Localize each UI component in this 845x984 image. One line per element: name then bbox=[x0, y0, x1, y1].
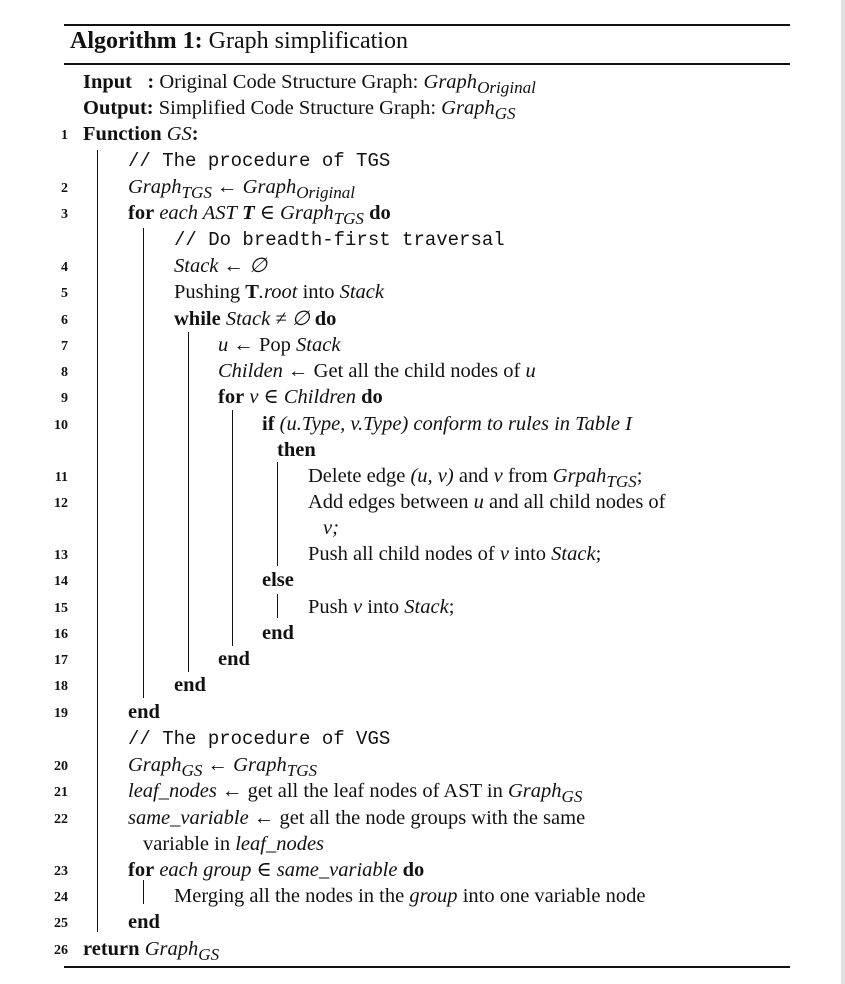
line-14: else bbox=[262, 569, 294, 591]
line-24: Merging all the nodes in the group into one variable node bbox=[174, 885, 646, 907]
line-number: 22 bbox=[54, 812, 68, 827]
line-11: Delete edge (u, v) and v from Grpah$_{TGS}$; bbox=[308, 465, 643, 492]
line-8: Childen ← Get all the child nodes of u bbox=[218, 360, 536, 382]
algorithm-name: Graph simplification bbox=[208, 28, 408, 54]
line-number: 12 bbox=[54, 496, 68, 511]
line-20: Graph$_{GS}$ ← Graph$_{TGS}$ bbox=[128, 754, 318, 781]
comment-vgs: // The procedure of VGS bbox=[128, 728, 391, 750]
line-number: 19 bbox=[54, 706, 68, 721]
line-10-then: then bbox=[277, 439, 316, 461]
line-number: 25 bbox=[54, 916, 68, 931]
line-4: Stack ← ∅ bbox=[174, 255, 268, 277]
line-1: Function GS: bbox=[83, 123, 199, 145]
line-12-cont: v; bbox=[323, 517, 339, 539]
line-number: 4 bbox=[61, 260, 68, 275]
line-17: end bbox=[218, 648, 250, 670]
line-number: 15 bbox=[54, 601, 68, 616]
title-rule bbox=[64, 63, 790, 65]
line-number: 1 bbox=[61, 128, 68, 143]
block-bar-then bbox=[277, 462, 278, 566]
line-23: for each group ∈ same_variable do bbox=[128, 859, 425, 881]
algorithm-title bbox=[70, 28, 408, 55]
line-number: 13 bbox=[54, 548, 68, 563]
line-7: u ← Pop Stack bbox=[218, 334, 341, 356]
line-number: 23 bbox=[54, 864, 68, 879]
block-bar-for-v bbox=[232, 410, 233, 646]
line-21: leaf_nodes ← get all the leaf nodes of AST in Graph$_{GS}$ bbox=[128, 780, 583, 807]
line-6: while Stack ≠ ∅ do bbox=[174, 308, 337, 330]
line-number: 18 bbox=[54, 679, 68, 694]
line-number: 20 bbox=[54, 759, 68, 774]
line-number: 7 bbox=[61, 339, 68, 354]
comment-tgs: // The procedure of TGS bbox=[128, 150, 391, 172]
line-number: 11 bbox=[54, 470, 68, 485]
line-number: 5 bbox=[61, 286, 68, 301]
block-bar-for-group bbox=[143, 880, 144, 904]
line-3: for each AST T ∈ Graph$_{TGS}$ do bbox=[128, 202, 391, 229]
algorithm-label: Algorithm 1: bbox=[70, 28, 203, 54]
line-10: if (u.Type, v.Type) conform to rules in Table I bbox=[262, 413, 632, 435]
line-12: Add edges between u and all child nodes of bbox=[308, 491, 666, 513]
line-2: Graph$_{TGS}$ ← Graph$_{Original}$ bbox=[128, 176, 356, 203]
line-19: end bbox=[128, 701, 160, 723]
line-number: 26 bbox=[54, 943, 68, 958]
line-number: 6 bbox=[61, 313, 68, 328]
line-number: 24 bbox=[54, 890, 68, 905]
line-number: 9 bbox=[61, 391, 68, 406]
line-26: return Graph$_{GS}$ bbox=[83, 938, 220, 965]
block-bar-for-ast bbox=[143, 228, 144, 698]
output-line: Output: Simplified Code Structure Graph: Graph$_{GS}$ bbox=[83, 97, 516, 124]
input-line: Input : Original Code Structure Graph: Graph$_{Original}$ bbox=[83, 71, 536, 98]
line-13: Push all child nodes of v into Stack; bbox=[308, 543, 602, 565]
line-25: end bbox=[128, 911, 160, 933]
block-bar-while bbox=[188, 332, 189, 672]
line-9: for v ∈ Children do bbox=[218, 386, 383, 408]
line-number: 2 bbox=[61, 181, 68, 196]
line-18: end bbox=[174, 674, 206, 696]
line-22-cont: variable in leaf_nodes bbox=[143, 833, 325, 855]
line-number: 14 bbox=[54, 574, 68, 589]
line-22: same_variable ← get all the node groups with the same bbox=[128, 807, 586, 829]
line-number: 3 bbox=[61, 207, 68, 222]
block-bar-function bbox=[97, 150, 98, 932]
line-number: 17 bbox=[54, 653, 68, 668]
block-bar-else bbox=[277, 594, 278, 618]
line-15: Push v into Stack; bbox=[308, 596, 455, 618]
page-edge-shadow bbox=[841, 0, 845, 984]
top-rule bbox=[64, 24, 790, 26]
line-number: 8 bbox=[61, 365, 68, 380]
line-16: end bbox=[262, 622, 294, 644]
line-5: Pushing T.root into Stack bbox=[174, 281, 384, 303]
line-number: 16 bbox=[54, 627, 68, 642]
line-number: 10 bbox=[54, 418, 68, 433]
comment-bfs: // Do breadth-first traversal bbox=[174, 229, 505, 251]
line-number: 21 bbox=[54, 785, 68, 800]
